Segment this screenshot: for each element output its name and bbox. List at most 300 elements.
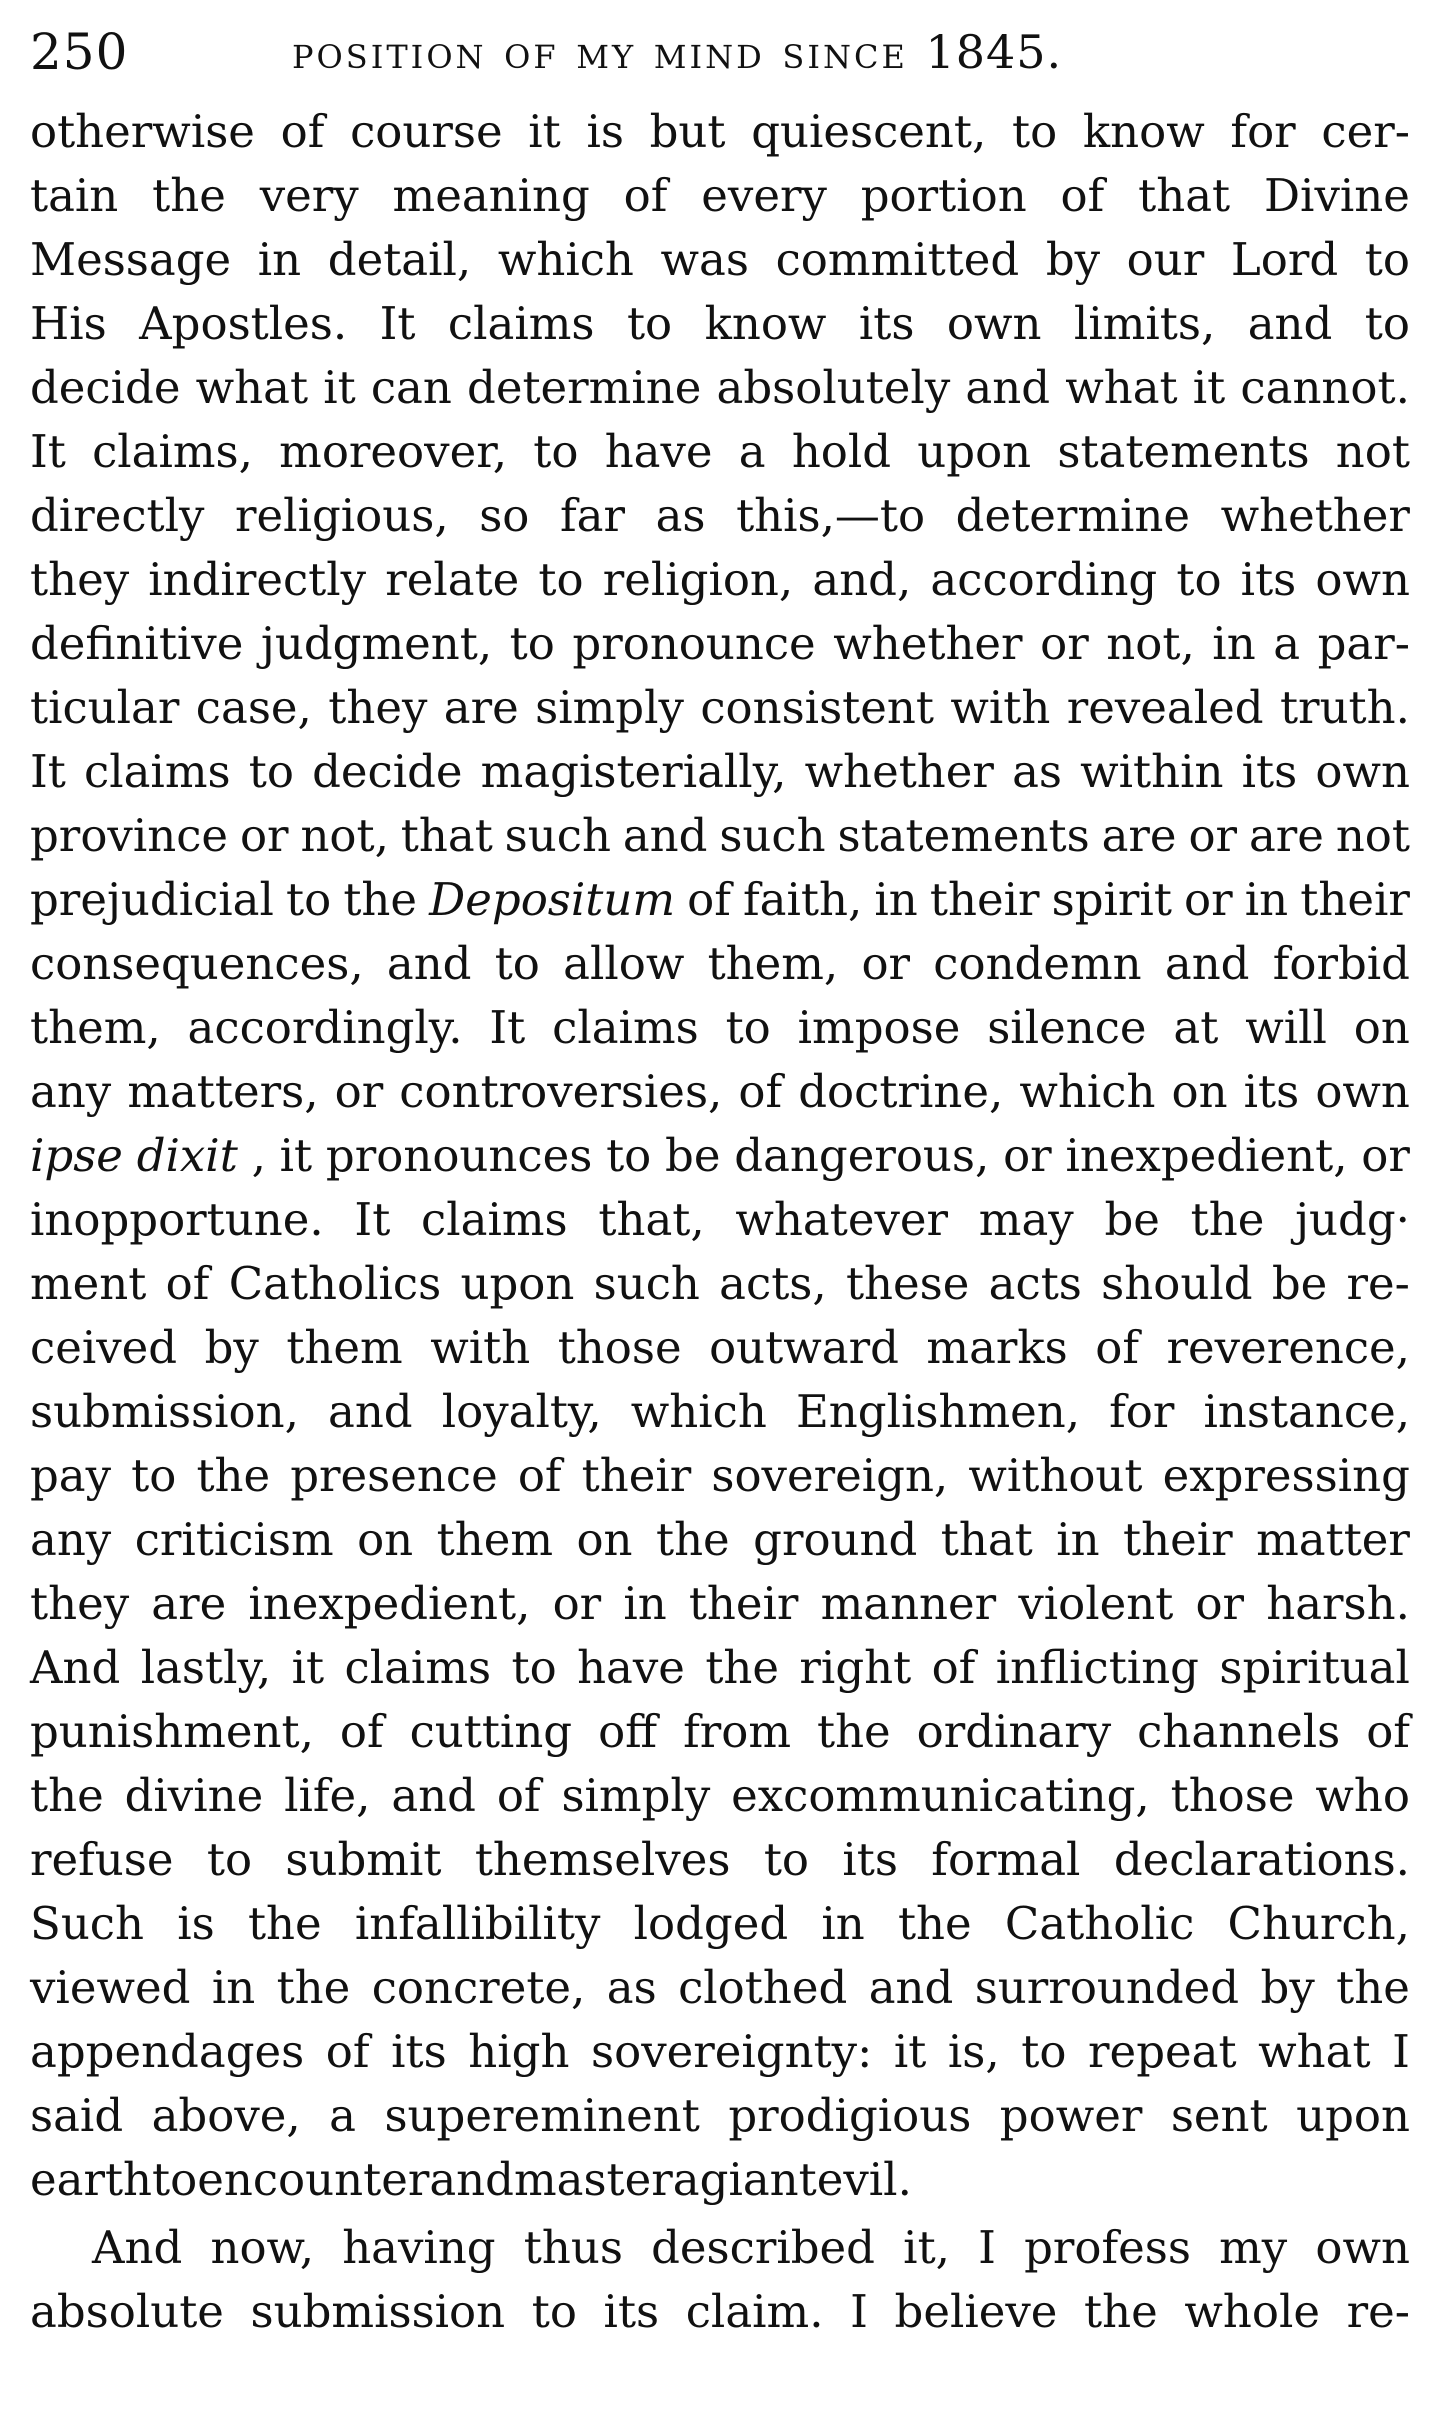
word: of bbox=[738, 1065, 783, 1118]
word: clothed bbox=[678, 1961, 848, 2014]
word: far bbox=[559, 489, 625, 542]
text-line bbox=[30, 1956, 1410, 2020]
word: and bbox=[386, 937, 472, 990]
text-line bbox=[30, 676, 1410, 740]
text-line bbox=[30, 612, 1410, 676]
text-line bbox=[30, 1700, 1410, 1764]
word: I bbox=[1392, 2025, 1410, 2078]
word: decide bbox=[30, 361, 181, 414]
word: own bbox=[1315, 1065, 1410, 1118]
word: to bbox=[606, 1129, 652, 1182]
word: viewed bbox=[30, 1961, 191, 2014]
word: pay bbox=[30, 1449, 112, 1502]
word: cer- bbox=[1321, 105, 1410, 158]
word: re- bbox=[1346, 1257, 1410, 1310]
word: is bbox=[177, 1897, 215, 1950]
word: loyalty, bbox=[441, 1385, 602, 1438]
word: dangerous, bbox=[734, 1129, 990, 1182]
word: to bbox=[494, 937, 540, 990]
word: sent bbox=[1170, 2089, 1268, 2142]
word: His bbox=[30, 297, 107, 350]
word: truth. bbox=[1279, 681, 1410, 734]
word: violent bbox=[1018, 1577, 1174, 1630]
word: profess bbox=[1024, 2221, 1191, 2274]
word: upon bbox=[460, 1257, 575, 1310]
word: so bbox=[479, 489, 530, 542]
word: on bbox=[1171, 1065, 1228, 1118]
word: to bbox=[1364, 297, 1410, 350]
word: a bbox=[738, 425, 766, 478]
word: it bbox=[893, 2025, 927, 2078]
text-line bbox=[30, 1060, 1410, 1124]
word: to bbox=[511, 1641, 557, 1694]
word: statements bbox=[1057, 425, 1310, 478]
word: the bbox=[247, 1897, 322, 1950]
body-text bbox=[30, 100, 1410, 2344]
word: the bbox=[343, 873, 418, 926]
word: they bbox=[30, 1577, 130, 1630]
word: a bbox=[1273, 617, 1301, 670]
word: claims bbox=[447, 297, 595, 350]
word: that bbox=[400, 809, 493, 862]
word: It bbox=[30, 745, 66, 798]
word: in bbox=[211, 1961, 256, 2014]
word: portion bbox=[860, 169, 1027, 222]
word: or bbox=[1003, 1129, 1052, 1182]
word: forbid bbox=[1272, 937, 1410, 990]
word: our bbox=[1126, 233, 1205, 286]
word: Depositum bbox=[429, 873, 676, 926]
word: Catholic bbox=[1004, 1897, 1195, 1950]
word: to bbox=[1364, 233, 1410, 286]
word: surrounded bbox=[974, 1961, 1240, 2014]
word: prodigious bbox=[728, 2089, 972, 2142]
word: course bbox=[350, 105, 503, 158]
word: detail, bbox=[327, 233, 472, 286]
word: what bbox=[1258, 2025, 1371, 2078]
word: claim. bbox=[685, 2285, 824, 2338]
word: to bbox=[531, 2285, 577, 2338]
word: inflicting bbox=[995, 1641, 1199, 1694]
word: Church, bbox=[1227, 1897, 1410, 1950]
word: those bbox=[557, 1321, 682, 1374]
word: with bbox=[950, 681, 1051, 734]
word: it, bbox=[903, 2221, 950, 2274]
word: appendages bbox=[30, 2025, 305, 2078]
word: with bbox=[430, 1321, 531, 1374]
word: ceived bbox=[30, 1321, 178, 1374]
word: punishment, bbox=[30, 1705, 314, 1758]
paragraph bbox=[30, 100, 1410, 2212]
word: or bbox=[1040, 617, 1089, 670]
text-line bbox=[30, 1892, 1410, 1956]
word: submission, bbox=[30, 1385, 299, 1438]
word: Divine bbox=[1263, 169, 1410, 222]
text-line bbox=[30, 100, 1410, 164]
text-line bbox=[30, 2280, 1410, 2344]
word: to bbox=[131, 1449, 177, 1502]
word: be bbox=[1271, 1257, 1328, 1310]
word: its bbox=[391, 2025, 447, 2078]
word: by bbox=[1045, 233, 1101, 286]
word: statements bbox=[837, 809, 1090, 862]
word: to bbox=[286, 873, 332, 926]
word: cannot. bbox=[1240, 361, 1410, 414]
word: decide bbox=[312, 745, 463, 798]
word: case, bbox=[195, 681, 312, 734]
word: of bbox=[1366, 1705, 1410, 1758]
word: off bbox=[598, 1705, 658, 1758]
word: any bbox=[30, 1513, 112, 1566]
word: Apostles. bbox=[139, 297, 348, 350]
word: It bbox=[354, 1193, 391, 1246]
word: to bbox=[626, 297, 673, 350]
word: faith, bbox=[743, 873, 863, 926]
text-line bbox=[30, 868, 1410, 932]
word: declarations. bbox=[1113, 1833, 1410, 1886]
word: not, bbox=[300, 809, 389, 862]
word: such bbox=[719, 809, 826, 862]
word: such bbox=[593, 1257, 700, 1310]
word: moreover, bbox=[279, 425, 508, 478]
text-line bbox=[30, 2020, 1410, 2084]
word: infallibility bbox=[354, 1897, 601, 1950]
word: from bbox=[683, 1705, 792, 1758]
word: submit bbox=[285, 1833, 442, 1886]
word: submission bbox=[250, 2285, 506, 2338]
word: power bbox=[999, 2089, 1143, 2142]
word: to bbox=[1176, 553, 1222, 606]
word: And bbox=[30, 1641, 121, 1694]
word: claims bbox=[421, 1193, 568, 1246]
word: said bbox=[30, 2089, 124, 2142]
word: and bbox=[1247, 297, 1333, 350]
word: to bbox=[538, 553, 584, 606]
page-header bbox=[30, 22, 1410, 94]
text-line bbox=[30, 996, 1410, 1060]
text-line bbox=[30, 1636, 1410, 1700]
page-number: 250 bbox=[30, 23, 129, 81]
word: and bbox=[391, 1769, 476, 1822]
word: prejudicial bbox=[30, 873, 274, 926]
running-title bbox=[292, 22, 1062, 82]
word: now, bbox=[210, 2221, 315, 2274]
word: consistent bbox=[700, 681, 934, 734]
word: in bbox=[1212, 617, 1256, 670]
running-title-text: position of my mind since bbox=[292, 25, 908, 79]
word: judgment, bbox=[260, 617, 493, 670]
word: matters, bbox=[127, 1065, 319, 1118]
word: very bbox=[259, 169, 359, 222]
word: but bbox=[649, 105, 726, 158]
word: own bbox=[1315, 553, 1410, 606]
word: absolute bbox=[30, 2285, 224, 2338]
word: should bbox=[1101, 1257, 1253, 1310]
word: supereminent bbox=[384, 2089, 700, 2142]
word: pronounce bbox=[572, 617, 816, 670]
text-line bbox=[30, 292, 1410, 356]
word: to bbox=[1011, 105, 1058, 158]
word: relate bbox=[385, 553, 520, 606]
word: which bbox=[1019, 1065, 1156, 1118]
word: Englishmen, bbox=[795, 1385, 1081, 1438]
word: lodged bbox=[633, 1897, 789, 1950]
word: on bbox=[357, 1513, 414, 1566]
word: master bbox=[513, 2153, 673, 2206]
word: formal bbox=[931, 1833, 1081, 1886]
word: have bbox=[577, 1641, 685, 1694]
word: controversies, bbox=[399, 1065, 723, 1118]
word: at bbox=[1173, 1001, 1219, 1054]
word: to bbox=[1021, 2025, 1067, 2078]
text-line bbox=[30, 228, 1410, 292]
word: re- bbox=[1346, 2285, 1410, 2338]
text-line bbox=[30, 1764, 1410, 1828]
word: whether bbox=[804, 745, 994, 798]
word: religious, bbox=[235, 489, 449, 542]
word: these bbox=[845, 1257, 970, 1310]
word: or bbox=[861, 937, 911, 990]
word: them, bbox=[30, 1001, 161, 1054]
word: meaning bbox=[392, 169, 590, 222]
word: the bbox=[816, 1705, 891, 1758]
word: its bbox=[1240, 553, 1297, 606]
word: having bbox=[342, 2221, 496, 2274]
word: silence bbox=[987, 1001, 1147, 1054]
word: I bbox=[850, 2285, 868, 2338]
text-line bbox=[30, 804, 1410, 868]
word: pronounces bbox=[325, 1129, 593, 1182]
word: manner bbox=[820, 1577, 997, 1630]
word: of bbox=[517, 1449, 562, 1502]
text-line bbox=[30, 1316, 1410, 1380]
word: province bbox=[30, 809, 229, 862]
word: may bbox=[978, 1193, 1074, 1246]
word: by bbox=[1260, 1961, 1315, 2014]
word: and bbox=[965, 361, 1051, 414]
word: claims bbox=[552, 1001, 699, 1054]
word: above, bbox=[151, 2089, 301, 2142]
text-line bbox=[30, 1572, 1410, 1636]
word: thus bbox=[523, 2221, 623, 2274]
word: their bbox=[929, 873, 1040, 926]
word: sovereign, bbox=[711, 1449, 949, 1502]
word: whole bbox=[1184, 2285, 1320, 2338]
word: this,—to bbox=[736, 489, 926, 542]
word: of bbox=[687, 873, 731, 926]
word: magisterially, bbox=[480, 745, 787, 798]
word: impose bbox=[797, 1001, 961, 1054]
word: is bbox=[586, 105, 624, 158]
text-line bbox=[30, 2084, 1410, 2148]
word: whether bbox=[833, 617, 1023, 670]
text-line bbox=[30, 1188, 1410, 1252]
word: inopportune. bbox=[30, 1193, 324, 1246]
word: It bbox=[379, 297, 416, 350]
word: limits, bbox=[1073, 297, 1216, 350]
word: and bbox=[1164, 937, 1250, 990]
word: that bbox=[940, 1513, 1033, 1566]
word: know bbox=[704, 297, 827, 350]
word: which bbox=[497, 233, 634, 286]
word: those bbox=[1170, 1769, 1295, 1822]
word: channels bbox=[1137, 1705, 1341, 1758]
text-line bbox=[30, 484, 1410, 548]
word: of bbox=[623, 169, 668, 222]
word: giant bbox=[699, 2153, 817, 2206]
word: of bbox=[931, 1641, 976, 1694]
word: or bbox=[1361, 1129, 1410, 1182]
word: and bbox=[429, 2153, 514, 2206]
word: lastly, bbox=[140, 1641, 272, 1694]
word: their bbox=[688, 1577, 799, 1630]
word: which bbox=[630, 1385, 767, 1438]
word: it bbox=[279, 1129, 313, 1182]
word: own bbox=[1315, 745, 1410, 798]
word: any bbox=[30, 1065, 112, 1118]
word: refuse bbox=[30, 1833, 174, 1886]
word: have bbox=[604, 425, 713, 478]
word: spirit bbox=[1051, 873, 1172, 926]
word: be bbox=[1104, 1193, 1160, 1246]
word: the bbox=[655, 1513, 730, 1566]
word: revealed bbox=[1066, 681, 1264, 734]
word: criticism bbox=[134, 1513, 334, 1566]
word: matter bbox=[1256, 1513, 1410, 1566]
word: instance, bbox=[1203, 1385, 1410, 1438]
word: their bbox=[1300, 873, 1410, 926]
word: in bbox=[1244, 873, 1289, 926]
word: the bbox=[152, 169, 226, 222]
word: their bbox=[1123, 1513, 1233, 1566]
word: its bbox=[1241, 745, 1298, 798]
word: to bbox=[725, 1001, 771, 1054]
word: accordingly. bbox=[187, 1001, 463, 1054]
text-line bbox=[30, 420, 1410, 484]
word: the bbox=[705, 1641, 780, 1694]
word: or bbox=[334, 1065, 384, 1118]
word: own bbox=[1315, 2221, 1410, 2274]
word: absolutely bbox=[716, 361, 951, 414]
word: evil. bbox=[816, 2153, 912, 2206]
word: to bbox=[206, 1833, 253, 1886]
word: as bbox=[1012, 745, 1062, 798]
word: consequences, bbox=[30, 937, 364, 990]
word: And bbox=[92, 2221, 183, 2274]
word: Message bbox=[30, 233, 232, 286]
word: presence bbox=[290, 1449, 498, 1502]
book-page bbox=[30, 22, 1410, 2344]
word: marks bbox=[926, 1321, 1068, 1374]
word: upon bbox=[917, 425, 1032, 478]
word: and bbox=[868, 1961, 954, 2014]
word: them bbox=[436, 1513, 553, 1566]
word: inexpedient, bbox=[1065, 1129, 1348, 1182]
word: repeat bbox=[1088, 2025, 1237, 2078]
word: who bbox=[1315, 1769, 1410, 1822]
word: was bbox=[660, 233, 749, 286]
word: claims bbox=[84, 745, 231, 798]
word: claims, bbox=[92, 425, 253, 478]
word: as bbox=[606, 1961, 657, 2014]
word: simply bbox=[535, 681, 684, 734]
word: it bbox=[1192, 361, 1226, 414]
word: to bbox=[533, 425, 579, 478]
text-line bbox=[30, 164, 1410, 228]
word: its bbox=[858, 297, 915, 350]
word: life, bbox=[284, 1769, 371, 1822]
word: expressing bbox=[1162, 1449, 1410, 1502]
word: know bbox=[1082, 105, 1205, 158]
text-line bbox=[30, 1380, 1410, 1444]
word: it bbox=[528, 105, 561, 158]
word: the bbox=[1084, 2285, 1158, 2338]
word: claims bbox=[344, 1641, 492, 1694]
word: I bbox=[978, 2221, 996, 2274]
word: and bbox=[622, 809, 708, 862]
word: its bbox=[603, 2285, 660, 2338]
word: ordinary bbox=[916, 1705, 1112, 1758]
text-line bbox=[30, 740, 1410, 804]
text-line bbox=[30, 1252, 1410, 1316]
word: judg· bbox=[1295, 1193, 1410, 1246]
text-line bbox=[30, 1444, 1410, 1508]
word: on bbox=[576, 1513, 633, 1566]
word: Such bbox=[30, 1897, 144, 1950]
word: on bbox=[1353, 1001, 1410, 1054]
word: upon bbox=[1296, 2089, 1410, 2142]
word: the bbox=[196, 1449, 271, 1502]
word: allow bbox=[563, 937, 685, 990]
word: whether bbox=[1220, 489, 1410, 542]
word: simply bbox=[561, 1769, 711, 1822]
word: for bbox=[1230, 105, 1296, 158]
word: are bbox=[443, 681, 519, 734]
word: a bbox=[672, 2153, 700, 2206]
word: determine bbox=[955, 489, 1191, 542]
text-line bbox=[30, 1828, 1410, 1892]
word: spiritual bbox=[1219, 1641, 1410, 1694]
word: inexpedient, bbox=[248, 1577, 531, 1630]
word: what bbox=[195, 361, 309, 414]
word: ipse bbox=[30, 1129, 123, 1182]
word: committed bbox=[775, 233, 1020, 286]
word: high bbox=[468, 2025, 570, 2078]
word: or bbox=[239, 809, 289, 862]
word: as bbox=[655, 489, 706, 542]
word: acts bbox=[988, 1257, 1082, 1310]
word: a bbox=[329, 2089, 356, 2142]
word: not bbox=[1335, 809, 1410, 862]
word: will bbox=[1245, 1001, 1327, 1054]
word: are bbox=[151, 1577, 227, 1630]
word: that bbox=[1138, 169, 1231, 222]
word: its bbox=[1243, 1065, 1300, 1118]
text-line bbox=[30, 548, 1410, 612]
word: of bbox=[339, 1705, 384, 1758]
word: to bbox=[763, 1833, 809, 1886]
word: it bbox=[291, 1641, 325, 1694]
word: not bbox=[1335, 425, 1410, 478]
word: concrete, bbox=[371, 1961, 586, 2014]
text-line bbox=[30, 1124, 1410, 1188]
word: definitive bbox=[30, 617, 244, 670]
word: divine bbox=[124, 1769, 264, 1822]
running-title-year: 1845. bbox=[925, 25, 1063, 79]
word: or bbox=[1188, 809, 1238, 862]
word: in bbox=[257, 233, 302, 286]
word: Catholics bbox=[228, 1257, 442, 1310]
